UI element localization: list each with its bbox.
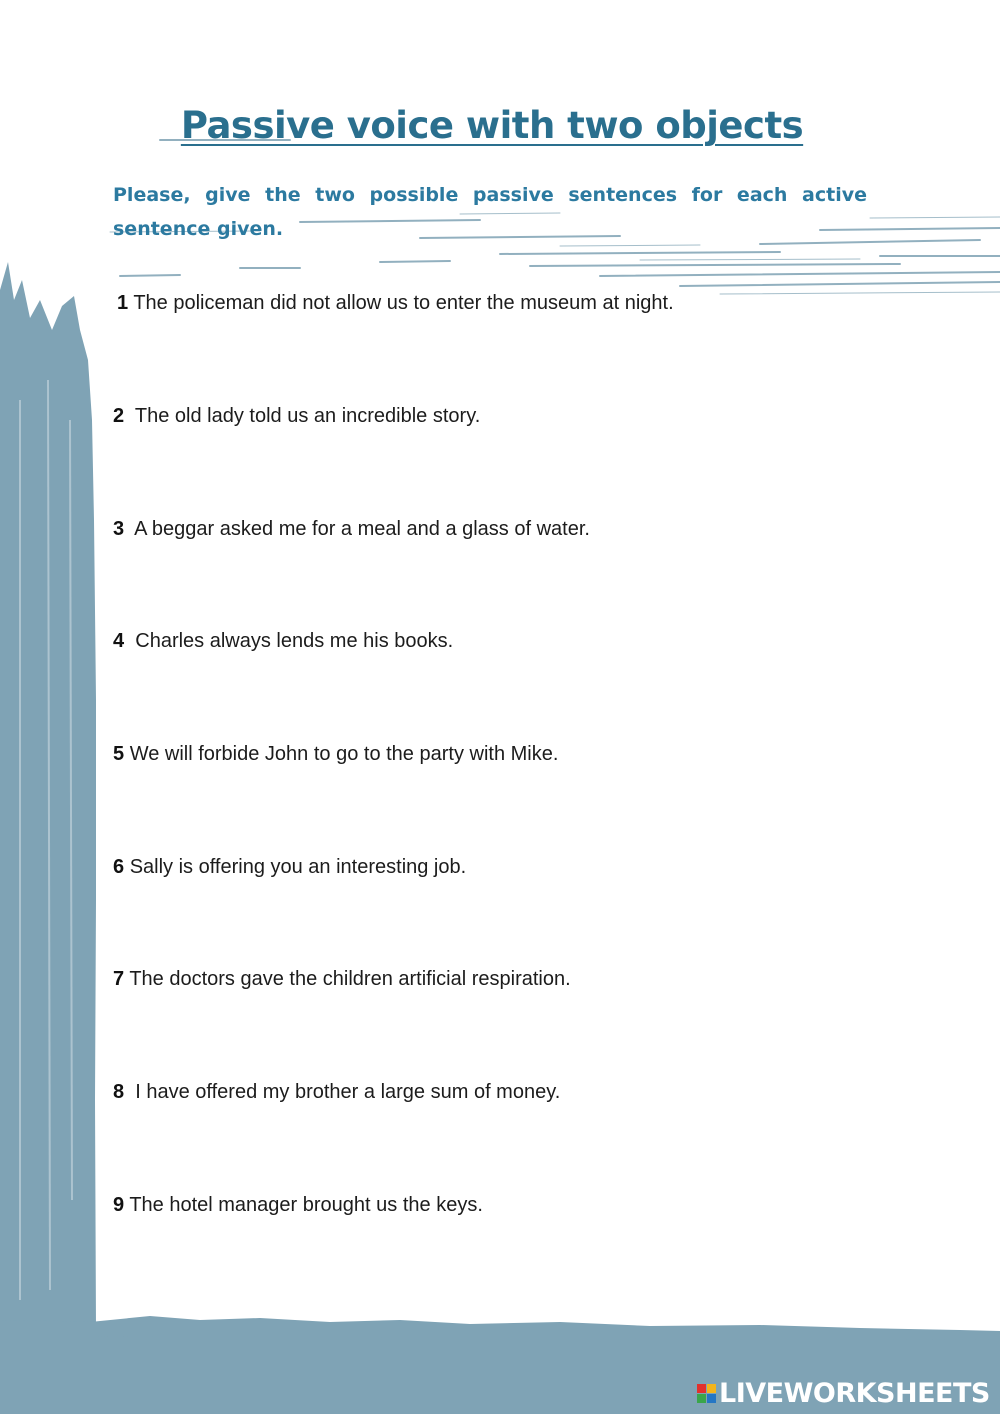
item-number: 9 [113, 1194, 125, 1216]
item-sentence: The policeman did not allow us to enter the museum at night. [133, 292, 674, 314]
item-sentence: Sally is offering you an interesting job. [129, 856, 467, 878]
logo-mark-icon [697, 1384, 716, 1403]
list-item [113, 630, 453, 653]
item-number: 2 [113, 405, 125, 427]
liveworksheets-logo[interactable] [697, 1376, 990, 1410]
list-item [113, 856, 466, 879]
item-sentence: Charles always lends me his books. [135, 630, 454, 652]
instruction-text: Please, give the two possible passive sentences for each active sentence given. [113, 184, 867, 240]
logo-text: LIVEWORKSHEETS [719, 1377, 990, 1409]
item-sentence: The old lady told us an incredible story. [134, 405, 481, 427]
list-item [113, 405, 480, 428]
item-number: 6 [113, 856, 125, 878]
list-item [113, 968, 571, 991]
item-sentence: The doctors gave the children artificial respiration. [129, 968, 571, 990]
item-number: 4 [113, 630, 125, 652]
item-sentence: The hotel manager brought us the keys. [129, 1194, 483, 1216]
item-sentence: I have offered my brother a large sum of money. [135, 1081, 561, 1103]
list-item [113, 518, 590, 541]
item-number: 3 [113, 518, 125, 540]
item-number: 8 [113, 1081, 125, 1103]
item-sentence: We will forbide John to go to the party with Mike. [129, 743, 559, 765]
list-item [113, 1194, 483, 1217]
item-sentence: A beggar asked me for a meal and a glass of water. [134, 518, 590, 540]
list-item [117, 292, 674, 315]
list-item [113, 743, 558, 766]
item-number: 7 [113, 968, 125, 990]
item-number: 5 [113, 743, 125, 765]
item-number: 1 [117, 292, 129, 314]
worksheet-title: Passive voice with two objects [180, 104, 804, 147]
list-item [113, 1081, 560, 1104]
